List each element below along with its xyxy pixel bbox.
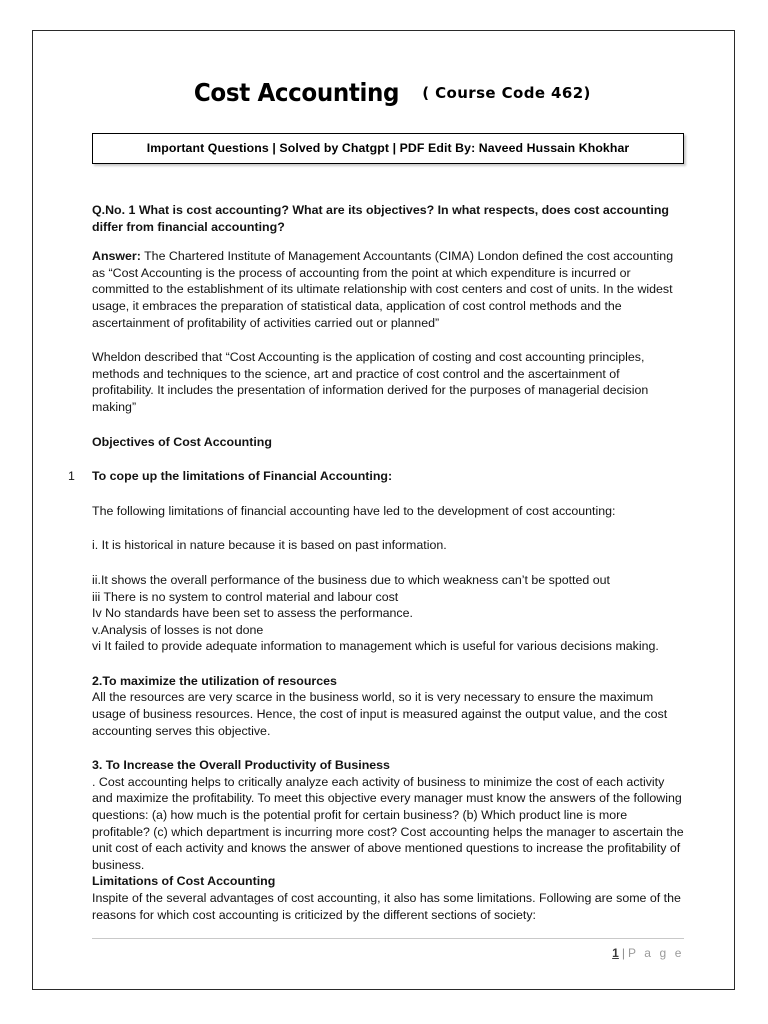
limitation-item: v.Analysis of losses is not done: [92, 622, 264, 637]
spacer: [92, 331, 684, 349]
limitation-item: Iv No standards have been set to assess the performance.: [92, 606, 413, 621]
spacer: [92, 450, 684, 468]
objective-2-body: All the resources are very scarce in the business world, so it is very necessary to ensure the maximum usage of business resources. Hence, the cost of input is measured against the output value, and the cost accounting serves this objective.: [92, 690, 668, 738]
title-block: [92, 70, 684, 111]
limitations-heading: Limitations of Cost Accounting: [92, 874, 276, 889]
footer-page-label: P a g e: [627, 946, 684, 960]
spacer: [92, 416, 684, 434]
wheldon-paragraph: Wheldon described that “Cost Accounting is the application of costing and cost accounting principles, methods and techniques to the science, art and practice of cost control and the ascertainment of profitability. It includes the presentation of information derived for the purposes of managerial decision making”: [92, 350, 649, 414]
footer-page-indicator: [92, 944, 684, 962]
page-footer: [92, 938, 684, 962]
objective-3-body: . Cost accounting helps to critically analyze each activity of business to minimize the cost of each activity and maximize the profitability. To meet this objective every manager must know the answers of the following questions: (a) how much is the potential profit for certain business? (b) Which product line is more profitable? (c) which department is incurring more cost? Cost accounting helps the manager to ascertain the unit cost of each activity and knows the answer of above mentioned questions to increase the profitability of business.: [92, 774, 684, 872]
answer-body: The Chartered Institute of Management Accountants (CIMA) London defined the cost accounting as “Cost Accounting is the process of accounting from the point at which expenditure is incurred or committed to the establishment of its ultimate relationship with cost centers and cost of units. In the widest usage, it embraces the preparation of statistical data, application of cost control methods and the ascertainment of profitability of activities carried out or planned”: [92, 249, 674, 330]
limitations-body: Inspite of the several advantages of cost accounting, it also has some limitations. Following are some of the reasons for which cost accounting is criticized by the different sections of society:: [92, 891, 681, 922]
question-heading: Q.No. 1 What is cost accounting? What are its objectives? In what respects, does cost accounting differ from financial accounting?: [92, 203, 669, 234]
answer-paragraph: [92, 248, 684, 331]
spacer: [92, 739, 684, 757]
objective-1-intro: The following limitations of financial accounting have led to the development of cost accounting:: [92, 503, 616, 518]
spacer: [92, 655, 684, 673]
limitation-item: ii.It shows the overall performance of the business due to which weakness can’t be spotted out: [92, 572, 610, 587]
spacer: [92, 519, 684, 537]
course-code: ( Course Code 462): [422, 84, 591, 102]
objective-2-heading: 2.To maximize the utilization of resources: [92, 673, 337, 688]
limitation-item: vi It failed to provide adequate information to management which is useful for various decisions making.: [92, 639, 659, 654]
spacer: [92, 235, 684, 248]
spacer: [92, 485, 684, 503]
objective-1-heading: To cope up the limitations of Financial Accounting:: [92, 469, 393, 484]
objective-3-heading: 3. To Increase the Overall Productivity of Business: [92, 758, 390, 773]
footer-separator: |: [621, 946, 625, 960]
footer-divider: [92, 938, 684, 939]
spacer: [92, 554, 684, 572]
limitation-item: i. It is historical in nature because it is based on past information.: [92, 538, 447, 553]
subtitle-text: Important Questions | Solved by Chatgpt | PDF Edit By: Naveed Hussain Khokhar: [146, 141, 630, 155]
limitation-item: iii There is no system to control material and labour cost: [92, 589, 399, 604]
page-title: Cost Accounting: [194, 78, 400, 107]
objective-1-number: 1: [68, 469, 75, 484]
objectives-heading: Objectives of Cost Accounting: [92, 434, 272, 449]
document-content: [68, 70, 684, 923]
subtitle-banner: [92, 133, 684, 164]
footer-page-number: 1: [612, 946, 619, 960]
objective-item-1: [68, 468, 684, 485]
answer-label: Answer:: [92, 249, 141, 264]
